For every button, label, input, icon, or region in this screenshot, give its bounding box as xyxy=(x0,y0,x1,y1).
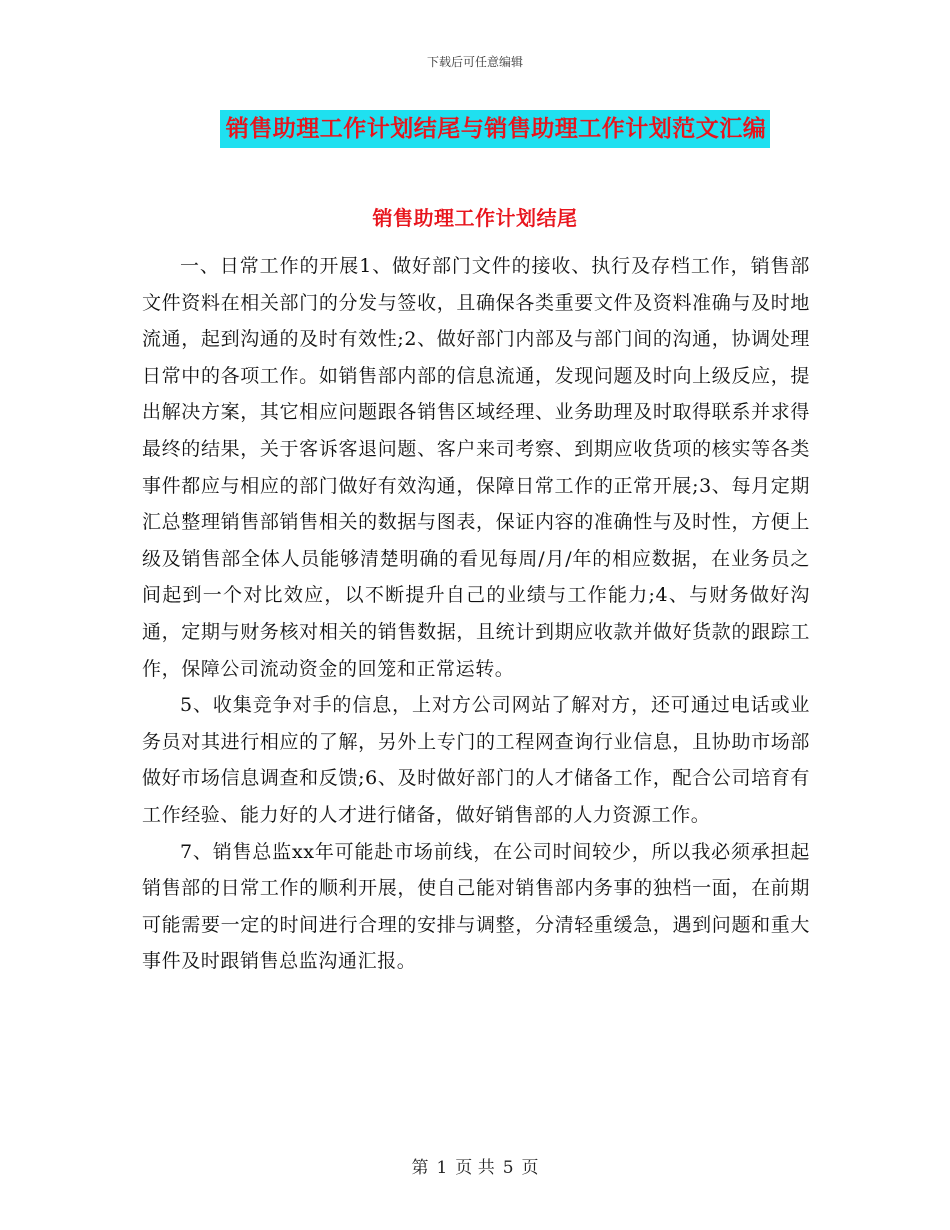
document-title: 销售助理工作计划结尾与销售助理工作计划范文汇编 xyxy=(220,110,771,148)
header-note: 下载后可任意编辑 xyxy=(426,55,523,69)
page-footer xyxy=(0,1153,950,1178)
paragraph-3: 7、销售总监xx年可能赴市场前线，在公司时间较少，所以我必须承担起销售部的日常工作的顺利开展，使自己能对销售部内务事的独档一面，在前期可能需要一定的时间进行合理的安排与调整，分清轻重缓急，遇到问题和重大事件及时跟销售总监沟通汇报。 xyxy=(142,840,810,973)
footer-suffix: 页 xyxy=(521,1158,539,1178)
footer-total-pages: 5 xyxy=(502,1158,514,1178)
document-title-wrapper xyxy=(0,110,950,148)
section-title: 销售助理工作计划结尾 xyxy=(372,206,578,230)
paragraph-1: 一、日常工作的开展1、做好部门文件的接收、执行及存档工作，销售部文件资料在相关部门的分发与签收，且确保各类重要文件及资料准确与及时地流通，起到沟通的及时有效性;2、做好部门内部及与部门间的沟通，协调处理日常中的各项工作。如销售部内部的信息流通，发现问题及时向上级反应，提出解决方案，其它相应问题跟各销售区域经理、业务助理及时取得联系并求得最终的结果，关于客诉客退问题、客户来司考察、到期应收货项的核实等各类事件都应与相应的部门做好有效沟通，保障日常工作的正常开展;3、每月定期汇总整理销售部销售相关的数据与图表，保证内容的准确性与及时性，方便上级及销售部全体人员能够清楚明确的看见每周/月/年的相应数据，在业务员之间起到一个对比效应，以不断提升自己的业绩与工作能力;4、与财务做好沟通，定期与财务核对相关的销售数据，且统计到期应收款并做好货款的跟踪工作，保障公司流动资金的回笼和正常运转。 xyxy=(142,255,810,680)
footer-middle: 页 共 xyxy=(455,1158,495,1178)
paragraph-2: 5、收集竞争对手的信息，上对方公司网站了解对方，还可通过电话或业务员对其进行相应的了解，另外上专门的工程网查询行业信息，且协助市场部做好市场信息调查和反馈;6、及时做好部门的人才储备工作，配合公司培育有工作经验、能力好的人才进行储备，做好销售部的人力资源工作。 xyxy=(142,694,810,826)
footer-page-number: 1 xyxy=(436,1158,448,1178)
footer-prefix: 第 xyxy=(411,1158,429,1178)
document-body xyxy=(142,248,810,980)
